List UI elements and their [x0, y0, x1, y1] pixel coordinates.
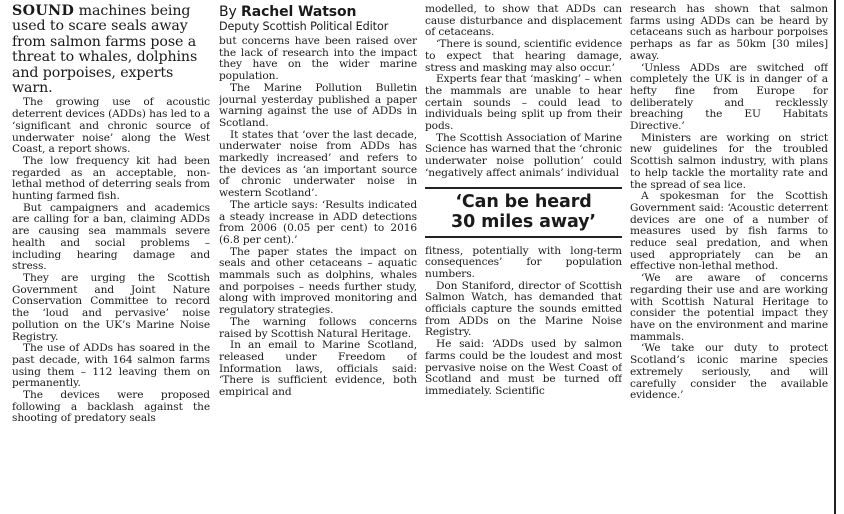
body-paragraph: Don Staniford, director of Scottish Salmon Watch, has demanded that officials capture the sounds emitted from ADDs on the Marine Noise Registry. — [425, 279, 622, 339]
body-paragraph: ‘We are aware of concerns regarding their use and are working with Scottish Natural Heritage to consider the potential impact they have on the environment and marine mammals. — [630, 272, 828, 343]
body-paragraph: The growing use of acoustic deterrent devices (ADDs) has led to a ‘significant and chronic source of underwater noise’ along the West Coast, a report shows. — [12, 96, 210, 156]
body-paragraph: The article says: ‘Results indicated a steady increase in ADD detections from 2006 (0.05 per cent) to 2016 (6.8 per cent).’ — [219, 198, 417, 246]
body-paragraph: The Marine Pollution Bulletin journal yesterday published a paper warning against the use of ADDs in Scotland. — [219, 81, 417, 129]
body-paragraph: The devices were proposed following a backlash against the shooting of predatory seals — [12, 389, 210, 425]
article-column-4 — [630, 4, 828, 509]
lead-first-word: SOUND — [12, 4, 75, 19]
lead-text: machines being used to scare seals away from salmon farms pose a threat to whales, dolphins and porpoises, experts warn. — [12, 4, 198, 97]
continued-paragraph: fitness, potentially with long-term consequences’ for population numbers. — [425, 244, 622, 280]
body-paragraph: ‘We take our duty to protect Scotland’s iconic marine species extremely seriously, and will carefully consider the available evidence.’ — [630, 342, 828, 402]
body-paragraph: A spokesman for the Scottish Government said: ‘Acoustic deterrent devices are one of a number of measures used by fish farms to reduce seal predation, and when used appropriately can be an effective non-lethal method. — [630, 190, 828, 273]
article-column-1 — [12, 4, 210, 509]
body-paragraph: Experts fear that ‘masking’ – when the mammals are unable to hear certain sounds – could lead to individuals being split up from their pods. — [425, 73, 622, 133]
pull-quote-line-1: ‘Can be heard — [455, 191, 592, 212]
body-paragraph: But campaigners and academics are calling for a ban, claiming ADDs are causing sea mammals severe health and social problems – including hearing damage and stress. — [12, 201, 210, 273]
article-column-3 — [425, 4, 622, 509]
body-paragraph: The use of ADDs has soared in the past decade, with 164 salmon farms using them – 112 leaving them on permanently. — [12, 342, 210, 390]
byline-prefix: By — [219, 4, 242, 20]
page-border-right — [834, 0, 836, 514]
body-paragraph: The paper states the impact on seals and other cetaceans – aquatic mammals such as dolphins, whales and porpoises – needs further study, along with improved monitoring and regulatory strategies. — [219, 245, 417, 317]
continued-paragraph: but concerns have been raised over the lack of research into the impact they have on the wider marine population. — [219, 35, 417, 83]
byline-author: Rachel Watson — [241, 4, 357, 20]
body-paragraph: Ministers are working on strict new guidelines for the troubled Scottish salmon industry, with plans to help tackle the mortality rate and the spread of sea lice. — [630, 131, 828, 191]
body-paragraph: ‘Unless ADDs are switched off completely the UK is in danger of a hefty fine from Europe for deliberately and recklessly breaching the EU Habitats Directive.’ — [630, 61, 828, 133]
body-paragraph: He said: ‘ADDs used by salmon farms could be the loudest and most pervasive noise on the West Coast of Scotland and must be turned off immediately. Scientific — [425, 338, 622, 397]
continued-paragraph: research has shown that salmon farms using ADDs can be heard by cetaceans such as harbour porpoises perhaps as far as 50km [30 miles] away. — [630, 4, 828, 62]
body-paragraph: The warning follows concerns raised by Scottish Natural Heritage. — [219, 315, 417, 340]
byline-role: Deputy Scottish Political Editor — [219, 20, 389, 33]
lead-paragraph — [12, 4, 210, 96]
pull-quote-line-2: 30 miles away’ — [451, 211, 596, 232]
body-paragraph: It states that ‘over the last decade, underwater noise from ADDs has markedly increased’ and refers to the devices as ‘an important source of chronic underwater noise in western Scotland’. — [219, 128, 417, 200]
continued-paragraph: modelled, to show that ADDs can cause disturbance and displacement of cetaceans. — [425, 4, 622, 39]
pull-quote — [425, 187, 622, 238]
body-paragraph: The low frequency kit had been regarded as an acceptable, non-lethal method of deterring seals from hunting farmed fish. — [12, 154, 210, 203]
body-paragraph: ‘There is sound, scientific evidence to expect that hearing damage, stress and masking may also occur.’ — [425, 38, 622, 74]
body-paragraph: In an email to Marine Scotland, released under Freedom of Information laws, officials said: ‘There is sufficient evidence, both empirical and — [219, 339, 417, 399]
byline — [219, 4, 417, 20]
body-paragraph: They are urging the Scottish Government and Joint Nature Conservation Committee to record the ‘loud and pervasive’ noise pollution on the UK’s Marine Noise Registry. — [12, 271, 210, 343]
body-paragraph: The Scottish Association of Marine Science has warned that the ‘chronic underwater noise pollution’ could ‘negatively affect animals’ individual — [425, 131, 622, 179]
article-column-2 — [219, 4, 417, 509]
